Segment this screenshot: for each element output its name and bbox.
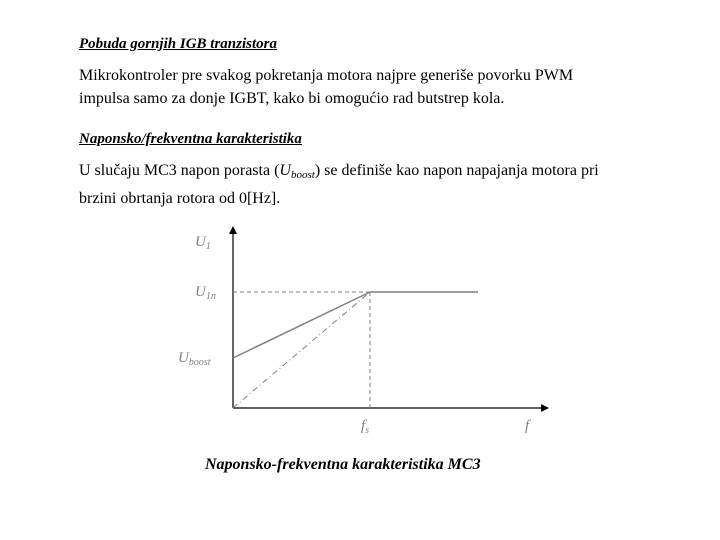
linear-dashdot-line bbox=[233, 292, 370, 408]
boost-line bbox=[233, 292, 370, 358]
paragraph-uf bbox=[79, 159, 679, 210]
paragraph-uf-text-after: ) se definiše kao napon napajanja motora pri bbox=[314, 162, 599, 179]
y-axis-label: $U_1$ bbox=[195, 234, 211, 252]
diagram-caption: Naponsko-frekventna karakteristika MC3 bbox=[205, 456, 481, 473]
section-heading-uf: Naponsko/frekventna karakteristika bbox=[79, 131, 302, 147]
uboost-symbol bbox=[279, 162, 314, 179]
x-axis-label: f bbox=[525, 418, 530, 434]
paragraph-igb-line-1: Mikrokontroler pre svakog pokretanja motora najpre generiše povorku PWM bbox=[79, 67, 574, 84]
fs-label: $f_s$ bbox=[361, 418, 370, 436]
paragraph-uf-text-before: U slučaju MC3 napon porasta ( bbox=[79, 162, 280, 179]
uboost-label: $U_{boost}$ bbox=[178, 350, 211, 368]
paragraph-uf-line-2: brzini obrtanja rotora od 0[Hz]. bbox=[79, 190, 281, 207]
uf-characteristic-diagram bbox=[160, 222, 560, 442]
u1n-label: $U_{1n}$ bbox=[195, 284, 216, 302]
section-heading-igb: Pobuda gornjih IGB tranzistora bbox=[79, 36, 277, 52]
paragraph-igb bbox=[79, 64, 679, 110]
paragraph-uf-line-1 bbox=[79, 159, 679, 187]
uboost-symbol-subscript: boost bbox=[290, 169, 315, 181]
paragraph-igb-line-2: impulsa samo za donje IGBT, kako bi omogućio rad butstrep kola. bbox=[79, 90, 505, 107]
uboost-symbol-main: U bbox=[279, 162, 291, 179]
